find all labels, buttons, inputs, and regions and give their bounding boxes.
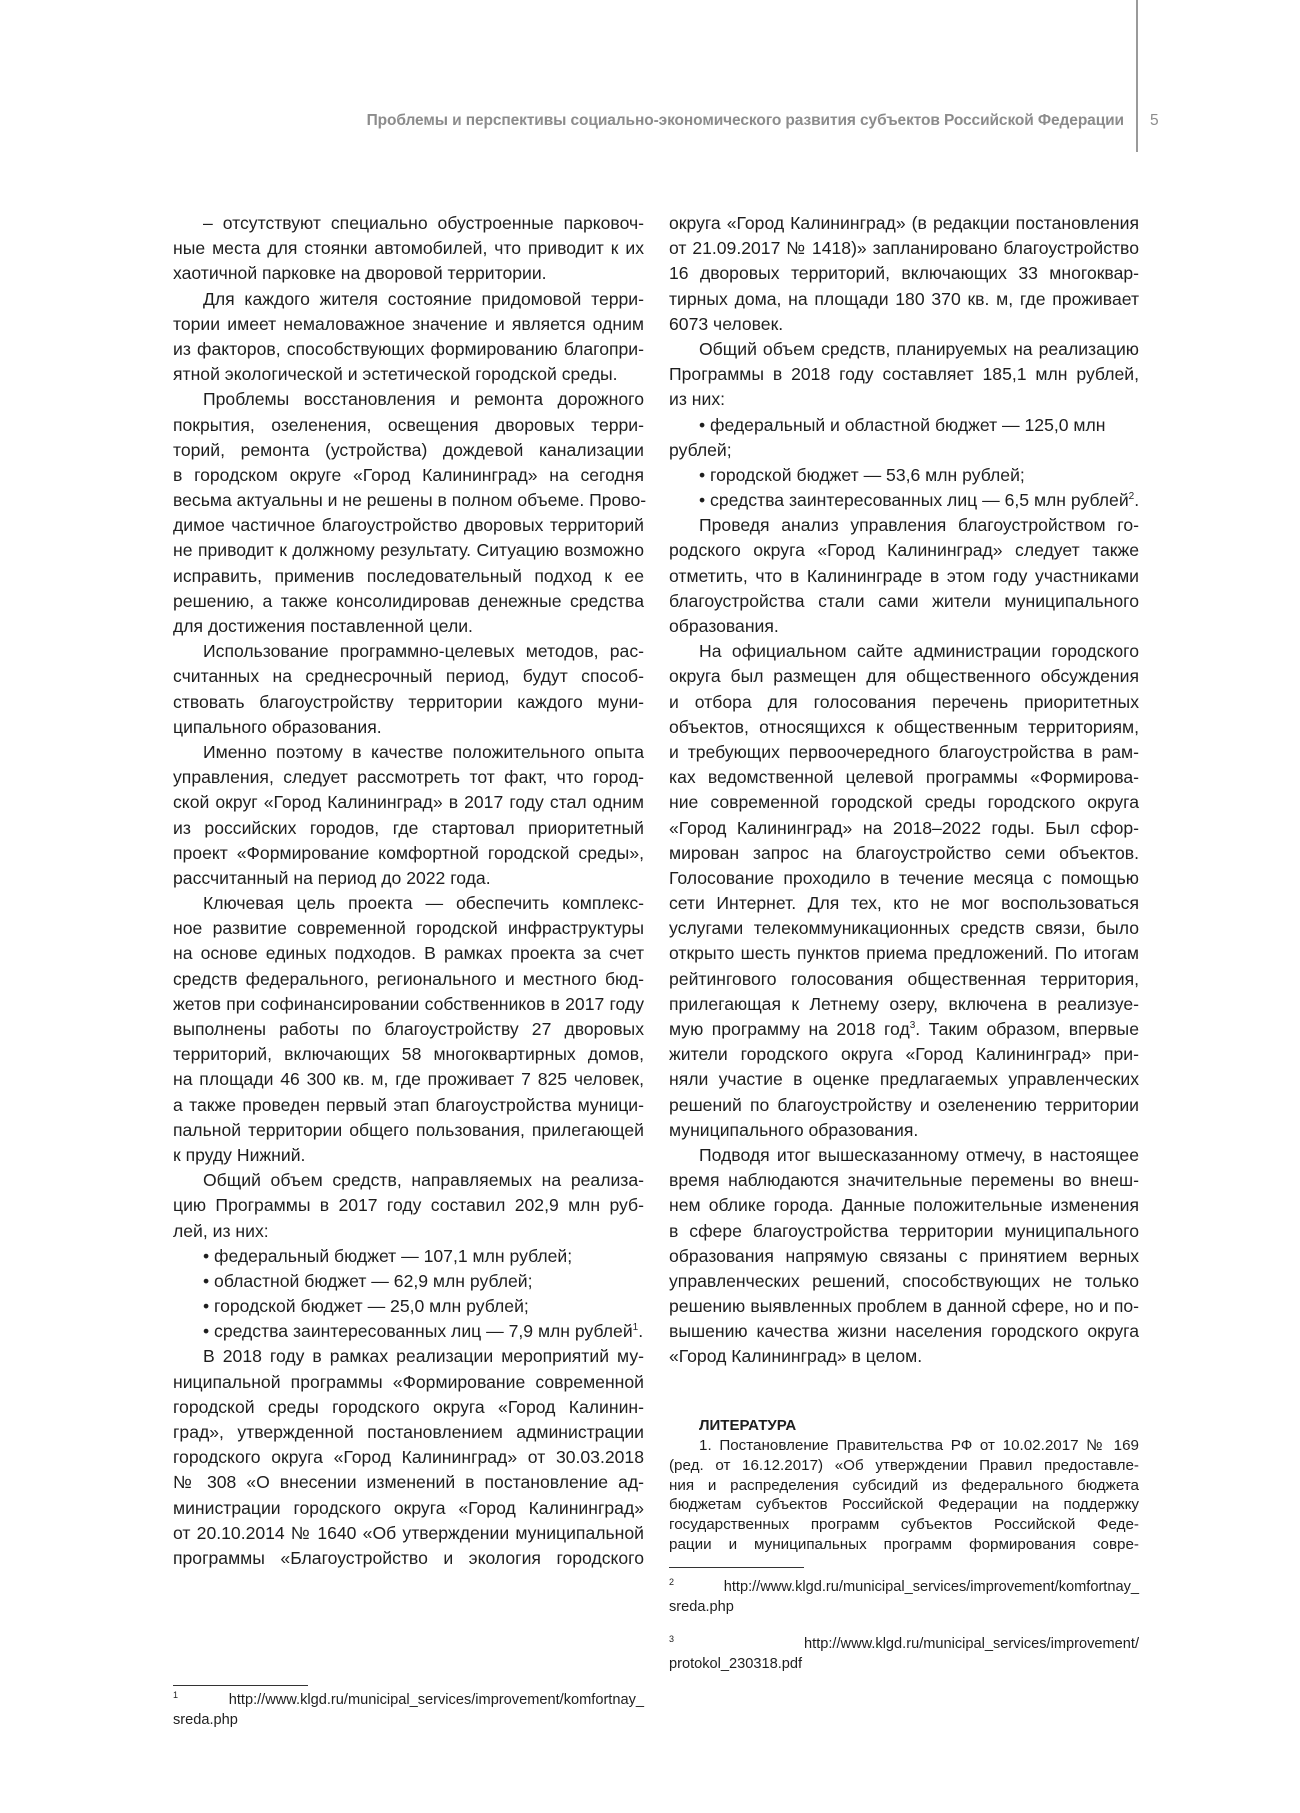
text-run: жители городского округа «Город Калининград» при- [669,1044,1139,1065]
text-run: из российских городов, где стартовал приоритетный [173,817,644,838]
footnote-separator-left [173,1685,308,1686]
text-line [173,740,644,765]
text-line [173,1067,644,1092]
footnote-line [669,1598,1139,1618]
footnote-line [669,1655,1139,1675]
text-line [669,1244,1139,1269]
text-run: решению, а также консолидировав денежные средства [173,590,644,611]
text-run: на площади 46 300 кв. м, где проживает 7 825 человек, [173,1069,644,1090]
text-line [669,740,1139,765]
text-line [173,1143,644,1168]
text-run: образования напрямую связаны с принятием верных [669,1245,1139,1266]
text-line [173,211,644,236]
text-line [669,941,1139,966]
text-line [173,488,647,513]
text-run: ской округ «Город Калининград» в 2017 году стал одним [173,792,644,813]
text-run: няли участие в оценке предлагаемых управленческих [669,1069,1139,1090]
text-run: (ред. от 16.12.2017) «Об утверждении Правил предоставле- [669,1456,1139,1474]
text-run: государственных программ субъектов Российской Феде- [669,1516,1139,1534]
footnote-mark: 1 [173,1690,179,1700]
text-line [173,1294,644,1319]
text-line [173,1042,644,1067]
text-line [669,463,1139,488]
text-line [669,362,1139,387]
text-line [173,1219,644,1244]
text-line [669,715,1139,740]
text-line [173,1420,644,1445]
text-run: Для каждого жителя состояние придомовой терри- [203,288,644,309]
text-line [669,287,1139,312]
text-run: № 308 «О внесении изменений в постановление ад- [173,1472,644,1493]
text-line [669,413,1139,438]
text-run: торий, ремонта (устройства) дождевой канализации [173,439,644,460]
text-run: территорий, включающих 58 многоквартирных домов, [173,1044,644,1065]
text-run: отметить, что в Калининграде в этом году участниками [669,565,1139,586]
text-run: из них: [669,389,726,410]
text-run: время наблюдаются значительные перемены во внеш- [669,1170,1139,1191]
text-line [669,639,1139,664]
text-run: 6073 человек. [669,313,784,334]
text-line [173,1319,644,1344]
footnote-separator-right [669,1567,804,1568]
text-run: округа «Город Калининград» (в редакции постановления [669,213,1139,233]
text-run: на основе единых подходов. В рамках проекта за счет [173,943,644,964]
text-line [173,413,644,438]
text-line [669,1219,1139,1244]
text-run: бюджетам субъектов Российской Федерации на поддержку [669,1496,1139,1514]
text-run: управленческих решений, способствующих не только [669,1270,1139,1291]
footnote-mark: 3 [669,1634,675,1644]
text-line [669,1319,1139,1344]
text-line [669,312,1139,337]
text-run: • городской бюджет — 25,0 млн рублей; [203,1296,529,1317]
text-run: открыто шесть пунктов приема предложений. По итогам [669,943,1139,964]
text-run: ниципальной программы «Формирование современной [173,1371,644,1392]
text-run: димое частичное благоустройство дворовых территорий [173,515,644,536]
text-run: Ключевая цель проекта — обеспечить комплекс- [203,893,644,914]
text-run: из факторов, способствующих формированию благопри- [173,338,644,359]
text-run: в сфере благоустройства территории муниципального [669,1220,1139,1241]
text-run: весьма актуальны и не решены в полном объеме. Прово- [173,490,647,511]
text-run: решению выявленных проблем в данной сфере, но и по- [669,1296,1139,1317]
text-run: сети Интернет. Для тех, кто не мог воспользоваться [669,893,1139,914]
text-line [669,1294,1139,1319]
text-run: • областной бюджет — 62,9 млн рублей; [203,1270,533,1291]
text-line [669,1515,1139,1535]
text-run: sreda.php [669,1598,734,1615]
text-line [669,614,1139,639]
right-column [669,211,1139,1370]
text-line [669,564,1139,589]
text-line [669,1476,1139,1496]
text-line [173,1395,644,1420]
text-run: град», утвержденной постановлением администрации [173,1422,644,1442]
text-run: Программы в 2018 году составляет 185,1 млн рублей, [669,364,1139,385]
text-run: в городском округе «Город Калининград» на сегодня [173,464,644,485]
references-title: ЛИТЕРАТУРА [699,1417,797,1434]
text-run: к пруду Нижний. [173,1144,306,1165]
text-run: http://www.klgd.ru/municipal_services/improvement/komfortnay_ [674,1579,1139,1595]
text-line [173,1168,644,1193]
text-line [173,866,644,891]
text-run: • федеральный бюджет — 107,1 млн рублей; [203,1245,573,1266]
text-run: . [1134,490,1140,511]
text-line [669,992,1139,1017]
footnote-mark: 2 [669,1577,675,1587]
text-line [669,765,1139,790]
text-run: «Город Калининград» на 2018–2022 годы. Был сфор- [669,817,1139,838]
text-run: http://www.klgd.ru/municipal_services/improvement/komfortnay_ [178,1692,644,1708]
text-run: ния и распределения субсидий из федерального бюджета [669,1476,1139,1494]
text-line [669,438,1139,463]
text-run: Общий объем средств, планируемых на реализацию [699,338,1139,359]
footnote-line [669,1578,1139,1598]
text-run: муниципального образования. [669,1119,919,1140]
text-line [173,664,644,689]
text-run: Проблемы восстановления и ремонта дорожного [203,389,644,410]
text-line [173,1244,644,1269]
text-run: Голосование проходило в течение месяца с помощью [669,867,1139,888]
text-run: средств федерального, регионального и местного бюд- [173,968,644,989]
text-run: не приводит к должному результату. Ситуацию возможно [173,540,644,561]
text-run: рублей; [669,439,732,460]
footnote-line [669,1635,1139,1655]
text-run: от 21.09.2017 № 1418)» запланировано благоустройство [669,238,1139,259]
text-line [669,1118,1139,1143]
text-run: тории имеет немаловажное значение и является одним [173,313,644,334]
text-run: жетов при софинансировании собственников в 2017 году [173,993,644,1014]
footnote-line [173,1711,644,1731]
references-list [669,1436,1139,1555]
text-line [669,664,1139,689]
text-run: образования. [669,616,779,636]
text-run: рассчитанный на период до 2022 года. [173,867,491,888]
text-line [173,1521,644,1546]
text-line [173,715,644,740]
text-run: . Таким образом, впервые [915,1019,1139,1039]
text-line [173,337,644,362]
text-line [669,916,1139,941]
text-line [669,1495,1139,1515]
text-run: управления, следует рассмотреть тот факт, что город- [173,767,644,788]
footnote-mark: 2 [1128,491,1135,503]
text-run: – отсутствуют специально обустроенные парковоч- [203,213,644,233]
text-run: . [638,1321,644,1342]
text-run: от 20.10.2014 № 1640 «Об утверждении муниципальной [173,1522,644,1543]
text-line [173,387,644,412]
text-line [173,261,644,286]
footnote-mark: 1 [632,1322,639,1334]
text-run: выполнены работы по благоустройству 27 дворовых [173,1019,644,1039]
text-run: благоустройства стали сами жители муниципального [669,590,1139,611]
text-line [173,463,644,488]
text-line [173,941,644,966]
text-line [173,538,644,563]
text-run: городской среды городского округа «Город Калинин- [173,1396,644,1417]
text-run: исправить, применив последовательный подход к ее [173,565,644,586]
text-run: 16 дворовых территорий, включающих 33 многоквар- [669,263,1139,284]
footnote-2 [669,1578,1139,1617]
text-run: ципального образования. [173,716,382,737]
text-line [669,1344,1139,1369]
text-run: лей, из них: [173,1220,269,1241]
text-line [173,513,644,538]
text-line [669,1193,1139,1218]
text-run: ные места для стоянки автомобилей, что приводит к их [173,238,644,259]
references-section [669,1416,1139,1555]
text-line [173,1370,644,1395]
text-line [669,1456,1139,1476]
text-line [669,816,1139,841]
text-line [173,841,644,866]
left-column [173,211,647,1571]
text-run: ние современной городской среды городского округа [669,792,1139,813]
text-line [669,1067,1139,1092]
text-run: нем облике города. Данные положительные изменения [669,1195,1139,1216]
text-run: ное развитие современной городской инфраструктуры [173,918,644,939]
text-run: «Город Калининград» в целом. [669,1346,923,1367]
text-line [669,1436,1139,1456]
text-line [669,866,1139,891]
text-line [669,261,1139,286]
text-line [669,1535,1139,1555]
text-run: вышению качества жизни населения городского округа [669,1321,1139,1342]
text-run: sreda.php [173,1711,238,1728]
text-line [173,287,644,312]
text-run: программы «Благоустройство и экология городского [173,1547,644,1568]
text-line [669,538,1139,563]
text-line [173,1344,644,1369]
text-run: считанных на среднесрочный период, будут способ- [173,666,644,687]
text-run: для достижения поставленной цели. [173,616,473,636]
text-run: На официальном сайте администрации городского [699,641,1139,662]
text-run: хаотичной парковке на дворовой территории. [173,263,547,284]
text-line [173,362,644,387]
text-line [173,1445,644,1470]
text-line [669,589,1139,614]
text-line [669,337,1139,362]
text-run: а также проведен первый этап благоустройства муници- [173,1094,644,1115]
text-line [173,816,644,841]
text-line [669,513,1139,538]
text-line [173,589,644,614]
text-run: Использование программно-целевых методов, рас- [203,641,644,662]
text-line [173,1017,644,1042]
footnote-mark: 3 [909,1020,916,1031]
text-run: ятной экологической и эстетической городской среды. [173,364,618,385]
text-run: проект «Формирование комфортной городской среды», [173,842,644,863]
text-line [669,387,1139,412]
text-line [173,790,644,815]
text-line [669,790,1139,815]
text-line [669,211,1139,236]
text-run: • средства заинтересованных лиц — 6,5 млн рублей [699,490,1129,511]
text-line [669,1042,1139,1067]
text-run: цию Программы в 2017 году составил 202,9 млн руб- [173,1195,644,1216]
text-run: объектов, относящихся к общественным территориям, [669,716,1139,737]
text-run: 1. Постановление Правительства РФ от 10.02.2017 № 169 [699,1437,1139,1454]
text-line [173,564,644,589]
header-vertical-rule [1136,0,1138,152]
text-line [669,1093,1139,1118]
text-run: пальной территории общего пользования, прилегающей [173,1119,644,1140]
text-line [173,1496,644,1521]
text-run: ствовать благоустройству территории каждого муни- [173,691,644,712]
text-line [173,438,644,463]
text-line [669,236,1139,261]
text-line [173,891,644,916]
text-line [669,1168,1139,1193]
text-line [173,765,644,790]
text-run: министрации городского округа «Город Калининград» [173,1497,644,1518]
text-run: округа был размещен для общественного обсуждения [669,666,1139,687]
text-line [173,1470,644,1495]
text-run: • городской бюджет — 53,6 млн рублей; [699,464,1025,485]
text-run: рейтингового голосования общественная территория, [669,968,1139,989]
text-line [173,916,644,941]
text-line [669,690,1139,715]
text-run: Общий объем средств, направляемых на реализа- [203,1170,644,1191]
footnote-3 [669,1635,1139,1674]
text-run: • средства заинтересованных лиц — 7,9 млн рублей [203,1321,633,1342]
footnote-line [173,1691,644,1711]
text-run: мирован запрос на благоустройство семи объектов. [669,842,1139,863]
text-line [173,690,644,715]
text-run: и требующих первоочередного благоустройства в рам- [669,741,1139,762]
text-run: рации и муниципальных программ формирования совре- [669,1535,1139,1553]
footnote-left [173,1691,644,1730]
text-line [669,891,1139,916]
text-run: • федеральный и областной бюджет — 125,0 млн [699,414,1106,435]
text-run: городского округа «Город Калининград» от 30.03.2018 [173,1447,644,1468]
text-line [669,1143,1139,1168]
text-run: В 2018 году в рамках реализации мероприятий му- [203,1346,644,1367]
text-run: услугами телекоммуникационных средств связи, было [669,918,1139,939]
text-run: мую программу на 2018 год [669,1019,910,1039]
text-run: тирных дома, на площади 180 370 кв. м, где проживает [669,288,1139,309]
text-line [173,1546,644,1571]
running-title: Проблемы и перспективы социально-экономического развития субъектов Российской Федерации [366,112,1124,129]
text-line [173,614,644,639]
text-run: и отбора для голосования перечень приоритетных [669,691,1139,712]
text-line [669,1269,1139,1294]
text-line [173,992,644,1017]
text-line [173,312,644,337]
text-line [669,967,1139,992]
text-line [173,639,644,664]
text-run: родского округа «Город Калининград» следует также [669,540,1139,561]
text-line [173,967,644,992]
text-run: Подводя итог вышесказанному отмечу, в настоящее [699,1144,1139,1165]
text-run: protokol_230318.pdf [669,1655,803,1672]
page-number: 5 [1150,112,1159,129]
text-line [173,1093,644,1118]
text-line [173,1118,644,1143]
text-line [173,1193,644,1218]
text-line [669,488,1139,513]
text-run: http://www.klgd.ru/municipal_services/improvement/ [674,1636,1139,1652]
text-line [173,1269,644,1294]
text-line [173,236,644,261]
text-run: Проведя анализ управления благоустройством го- [699,515,1139,536]
text-run: Именно поэтому в качестве положительного опыта [203,741,644,762]
text-run: покрытия, озеленения, освещения дворовых терри- [173,414,644,435]
text-run: решений по благоустройству и озеленению территории [669,1094,1139,1115]
text-run: ках ведомственной целевой программы «Формирова- [669,767,1139,788]
text-run: прилегающая к Летнему озеру, включена в реализуе- [669,993,1139,1014]
text-line [669,841,1139,866]
text-line [669,1017,1139,1042]
